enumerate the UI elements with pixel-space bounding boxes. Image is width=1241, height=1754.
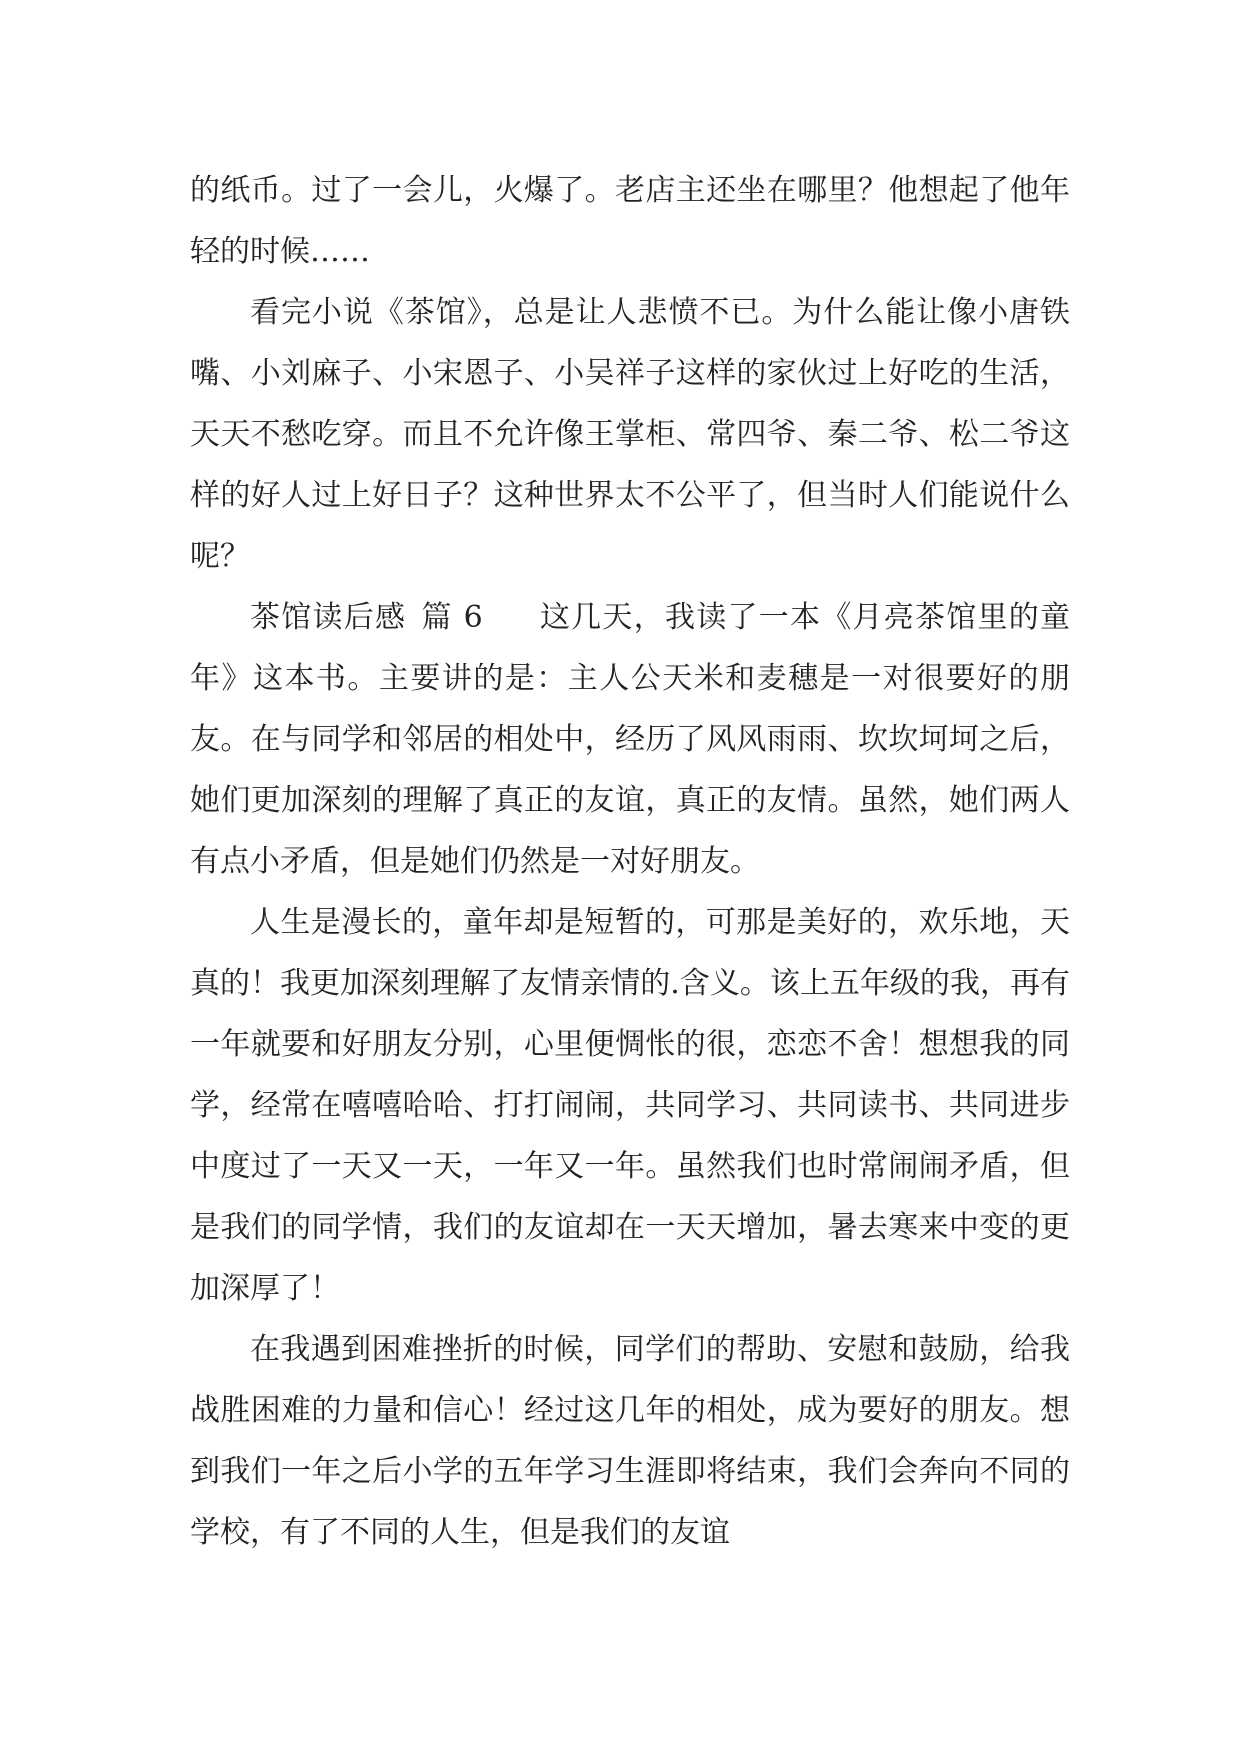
section-body-text: 这几天，我读了一本《月亮茶馆里的童年》这本书。主要讲的是：主人公天米和麦穗是一对很要好的朋友。在与同学和邻居的相处中，经历了风风雨雨、坎坎坷坷之后，她们更加深刻的理解了真正的友谊，真正的友情。虽然，她们两人有点小矛盾，但是她们仍然是一对好朋友。 [190, 600, 1071, 879]
section-heading: 茶馆读后感 [250, 600, 407, 635]
document-body [190, 160, 1070, 1563]
paragraph-friendship: 在我遇到困难挫折的时候，同学们的帮助、安慰和鼓励，给我战胜困难的力量和信心！经过这几年的相处，成为要好的朋友。想到我们一年之后小学的五年学习生涯即将结束，我们会奔向不同的学校，有了不同的人生，但是我们的友谊 [190, 1332, 1070, 1550]
paragraph-review-teahouse: 看完小说《茶馆》，总是让人悲愤不已。为什么能让像小唐铁嘴、小刘麻子、小宋恩子、小吴祥子这样的家伙过上好吃的生活，天天不愁吃穿。而且不允许像王掌柜、常四爷、秦二爷、松二爷这样的好人过上好日子？这种世界太不公平了，但当时人们能说什么呢？ [190, 295, 1070, 574]
paragraph-childhood: 人生是漫长的，童年却是短暂的，可那是美好的，欢乐地，天真的！我更加深刻理解了友情亲情的.含义。该上五年级的我，再有一年就要和好朋友分别，心里便惆怅的很，恋恋不舍！想想我的同学，经常在嘻嘻哈哈、打打闹闹，共同学习、共同读书、共同进步中度过了一天又一天，一年又一年。虽然我们也时常闹闹矛盾，但是我们的同学情，我们的友谊却在一天天增加，暑去寒来中变的更加深厚了！ [190, 905, 1070, 1306]
paragraph-section-6 [190, 587, 1070, 892]
paragraph-continuation: 的纸币。过了一会儿，火爆了。老店主还坐在哪里？他想起了他年轻的时候…… [190, 173, 1070, 269]
section-number: 篇 6 [420, 600, 483, 635]
